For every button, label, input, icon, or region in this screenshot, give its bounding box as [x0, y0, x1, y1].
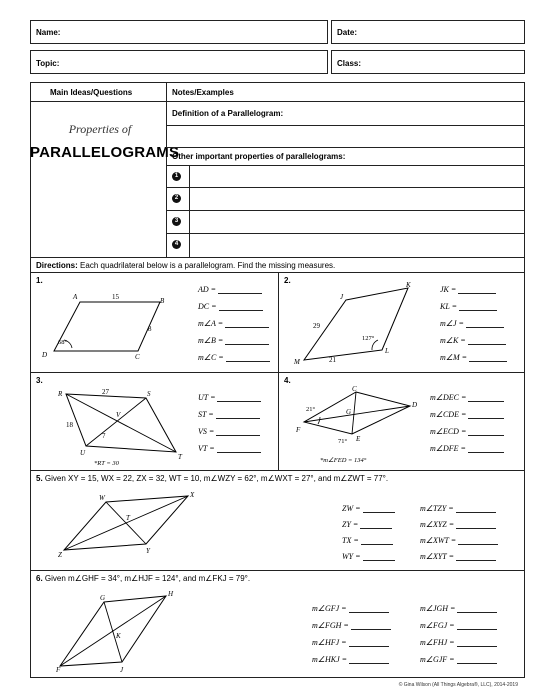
- problem-5-given: [36, 474, 388, 483]
- p3-eq-2[interactable]: [198, 410, 260, 419]
- p1-eq-5-label: m∠C =: [198, 353, 224, 362]
- problem-4-number: 4.: [284, 376, 291, 385]
- p1-vertex-d: D: [42, 351, 48, 359]
- p2-eq-5-label: m∠M =: [440, 353, 468, 362]
- p1-eq-2[interactable]: [198, 302, 263, 311]
- p2-eq-3-label: m∠J =: [440, 319, 464, 328]
- p6-eq-l1-label: m∠GFJ =: [312, 604, 347, 613]
- bullet-4-icon: 4: [172, 240, 181, 249]
- p1-eq-2-label: DC =: [198, 302, 217, 311]
- p3-vertex-u: U: [80, 449, 86, 457]
- p5-eq-r2-label: m∠XYZ =: [420, 520, 455, 529]
- topic-field[interactable]: [30, 50, 328, 74]
- p2-eq-2-label: KL =: [440, 302, 458, 311]
- p2-eq-3[interactable]: [440, 319, 504, 328]
- p1-vertex-b: B: [160, 297, 165, 305]
- p5-eq-l3[interactable]: [342, 536, 393, 545]
- p5-eq-r3[interactable]: [420, 536, 498, 545]
- date-label: Date:: [337, 28, 358, 37]
- problem-2-figure: [284, 280, 424, 368]
- p6-eq-r1[interactable]: [420, 604, 497, 613]
- directions-label: Directions:: [36, 261, 78, 270]
- p3-eq-2-label: ST =: [198, 410, 214, 419]
- p5-eq-r1[interactable]: [420, 504, 496, 513]
- p4-eq-3[interactable]: [430, 427, 504, 436]
- p4-eq-1-label: m∠DEC =: [430, 393, 467, 402]
- p3-eq-4[interactable]: [198, 444, 261, 453]
- p2-angle: 127°: [362, 335, 375, 342]
- property-line-1: [166, 187, 525, 188]
- p5-eq-l1[interactable]: [342, 504, 395, 513]
- problem-5-given-text: Given XY = 15, WX = 22, ZX = 32, WT = 10, m∠WZY = 62°, m∠WXT = 27°, and m∠ZWT = 77°.: [44, 474, 389, 483]
- p4-vertex-e: E: [356, 435, 361, 443]
- property-line-2: [166, 210, 525, 211]
- definition-line-1: [166, 125, 525, 126]
- problem-6-number: 6.: [36, 574, 43, 583]
- p6-vertex-f: F: [56, 666, 61, 674]
- p3-eq-3[interactable]: [198, 427, 260, 436]
- problem-3-figure: [36, 384, 186, 468]
- p5-vertex-z: Z: [58, 551, 62, 559]
- problem-4-figure: [294, 384, 424, 468]
- p3-seg-top: 27: [102, 388, 109, 396]
- p3-note: *RT = 30: [94, 460, 119, 467]
- p4-vertex-d: D: [412, 401, 418, 409]
- p3-vertex-t: T: [178, 453, 182, 461]
- p2-side-left: 29: [313, 322, 320, 330]
- problem-6-figure: [56, 590, 196, 674]
- problem-3-number: 3.: [36, 376, 43, 385]
- problem-6-given-text: Given m∠GHF = 34°, m∠HJF = 124°, and m∠FKJ = 79°.: [44, 574, 251, 583]
- p5-eq-l3-label: TX =: [342, 536, 359, 545]
- directions: [36, 261, 335, 270]
- p5-eq-r1-label: m∠TZY =: [420, 504, 454, 513]
- p2-vertex-k: K: [406, 281, 411, 289]
- p6-vertex-g: G: [100, 594, 106, 602]
- p6-eq-l3-label: m∠HFJ =: [312, 638, 347, 647]
- problem-5-figure: [56, 490, 206, 564]
- p4-eq-2[interactable]: [430, 410, 504, 419]
- row-divider-3: [30, 570, 525, 571]
- p1-vertex-c: C: [135, 353, 140, 361]
- p6-eq-r4-label: m∠GJF =: [420, 655, 455, 664]
- p6-vertex-h: H: [168, 590, 174, 598]
- p2-vertex-j: J: [340, 293, 344, 301]
- p5-eq-r3-label: m∠XWT =: [420, 536, 457, 545]
- p5-vertex-y: Y: [146, 547, 150, 555]
- p3-eq-1[interactable]: [198, 393, 261, 402]
- definition-label: Definition of a Parallelogram:: [172, 109, 284, 118]
- p5-eq-l1-label: ZW =: [342, 504, 361, 513]
- p6-eq-r2[interactable]: [420, 621, 497, 630]
- p5-vertex-x: X: [190, 491, 195, 499]
- problem-6-given: [36, 574, 250, 583]
- p1-eq-1[interactable]: [198, 285, 262, 294]
- notes-examples-header: Notes/Examples: [172, 88, 234, 97]
- properties-header-line: [166, 165, 525, 166]
- problem-2-number: 2.: [284, 276, 291, 285]
- name-label: Name:: [36, 28, 61, 37]
- p2-eq-2[interactable]: [440, 302, 497, 311]
- p6-eq-l2-label: m∠FGH =: [312, 621, 349, 630]
- problems-1-2-divider: [278, 272, 279, 470]
- p6-eq-l4-label: m∠HKJ =: [312, 655, 348, 664]
- property-line-3: [166, 233, 525, 234]
- p2-eq-5[interactable]: [440, 353, 507, 362]
- p5-eq-l4[interactable]: [342, 552, 395, 561]
- problem-1-number: 1.: [36, 276, 43, 285]
- p6-vertex-j: J: [120, 666, 124, 674]
- p2-side-bottom: 21: [329, 356, 336, 364]
- p5-eq-l2[interactable]: [342, 520, 392, 529]
- p3-seg-mid: 7: [102, 432, 106, 440]
- p4-eq-1[interactable]: [430, 393, 504, 402]
- p2-eq-1[interactable]: [440, 285, 496, 294]
- main-ideas-header: Main Ideas/Questions: [50, 88, 133, 97]
- p1-angle: 68°: [58, 339, 68, 346]
- p3-vertex-s: S: [147, 390, 151, 398]
- name-field[interactable]: [30, 20, 328, 44]
- class-field[interactable]: [331, 50, 525, 74]
- p1-eq-4-label: m∠B =: [198, 336, 224, 345]
- problem-5-number: 5.: [36, 474, 43, 483]
- p6-eq-r1-label: m∠JGH =: [420, 604, 456, 613]
- p6-eq-r3[interactable]: [420, 638, 497, 647]
- notes-bottom-line: [30, 257, 525, 258]
- p4-angle-1: 21°: [306, 406, 316, 413]
- p2-vertex-m: M: [294, 358, 300, 366]
- p4-eq-2-label: m∠CDE =: [430, 410, 467, 419]
- p3-eq-3-label: VS =: [198, 427, 215, 436]
- problem-1-figure: [36, 288, 176, 362]
- p6-eq-l4[interactable]: [312, 655, 389, 664]
- directions-text: Each quadrilateral below is a parallelogram. Find the missing measures.: [80, 261, 336, 270]
- p2-vertex-l: L: [385, 347, 389, 355]
- p2-eq-4-label: m∠K =: [440, 336, 466, 345]
- p5-eq-r4-label: m∠XYT =: [420, 552, 454, 561]
- p5-eq-l2-label: ZY =: [342, 520, 359, 529]
- bullet-1-icon: 1: [172, 172, 181, 181]
- p3-vertex-r: R: [58, 390, 63, 398]
- p2-eq-4[interactable]: [440, 336, 506, 345]
- p4-vertex-g: G: [346, 408, 352, 416]
- p4-angle-2: 71°: [338, 438, 348, 445]
- row-divider-1: [30, 372, 525, 373]
- notes-column-divider: [166, 82, 167, 257]
- bullet-column-divider: [189, 165, 190, 257]
- p3-vertex-v: V: [116, 411, 121, 419]
- p5-vertex-t: T: [126, 514, 130, 522]
- p1-vertex-a: A: [73, 293, 78, 301]
- page-title: PARALLELOGRAMS: [30, 144, 180, 161]
- p5-eq-l4-label: WY =: [342, 552, 361, 561]
- bullet-3-icon: 3: [172, 217, 181, 226]
- title-script: Properties of: [68, 122, 132, 136]
- p1-eq-3-label: m∠A =: [198, 319, 224, 328]
- p4-eq-3-label: m∠ECD =: [430, 427, 467, 436]
- p5-eq-r2[interactable]: [420, 520, 496, 529]
- p3-eq-1-label: UT =: [198, 393, 216, 402]
- p4-note: *m∠FED = 134°: [320, 457, 367, 464]
- p1-eq-5[interactable]: [198, 353, 270, 362]
- p4-vertex-c: C: [352, 385, 357, 393]
- p3-seg-left: 18: [66, 421, 73, 429]
- p6-eq-l1[interactable]: [312, 604, 389, 613]
- definition-line-2: [166, 147, 525, 148]
- p2-eq-1-label: JK =: [440, 285, 457, 294]
- p4-eq-4-label: m∠DFE =: [430, 444, 466, 453]
- p6-vertex-k: K: [116, 632, 121, 640]
- p6-eq-r4[interactable]: [420, 655, 497, 664]
- notes-header-divider: [30, 101, 525, 102]
- other-properties-label: Other important properties of parallelograms:: [172, 152, 346, 161]
- p4-vertex-f: F: [296, 426, 301, 434]
- copyright: © Gina Wilson (All Things Algebra®, LLC), 2014-2019: [398, 682, 518, 688]
- p6-eq-l2[interactable]: [312, 621, 391, 630]
- p5-vertex-w: W: [99, 494, 105, 502]
- p1-side-top: 15: [112, 293, 119, 301]
- p5-eq-r4[interactable]: [420, 552, 496, 561]
- p6-eq-r3-label: m∠FHJ =: [420, 638, 455, 647]
- p1-eq-4[interactable]: [198, 336, 269, 345]
- row-divider-2: [30, 470, 525, 471]
- p4-eq-4[interactable]: [430, 444, 504, 453]
- p6-eq-l3[interactable]: [312, 638, 389, 647]
- p3-eq-4-label: VT =: [198, 444, 215, 453]
- date-field[interactable]: [331, 20, 525, 44]
- p1-side-right: 8: [148, 325, 152, 333]
- class-label: Class:: [337, 59, 362, 68]
- p1-eq-3[interactable]: [198, 319, 269, 328]
- bullet-2-icon: 2: [172, 194, 181, 203]
- p1-eq-1-label: AD =: [198, 285, 217, 294]
- topic-label: Topic:: [36, 59, 60, 68]
- p6-eq-r2-label: m∠FGJ =: [420, 621, 455, 630]
